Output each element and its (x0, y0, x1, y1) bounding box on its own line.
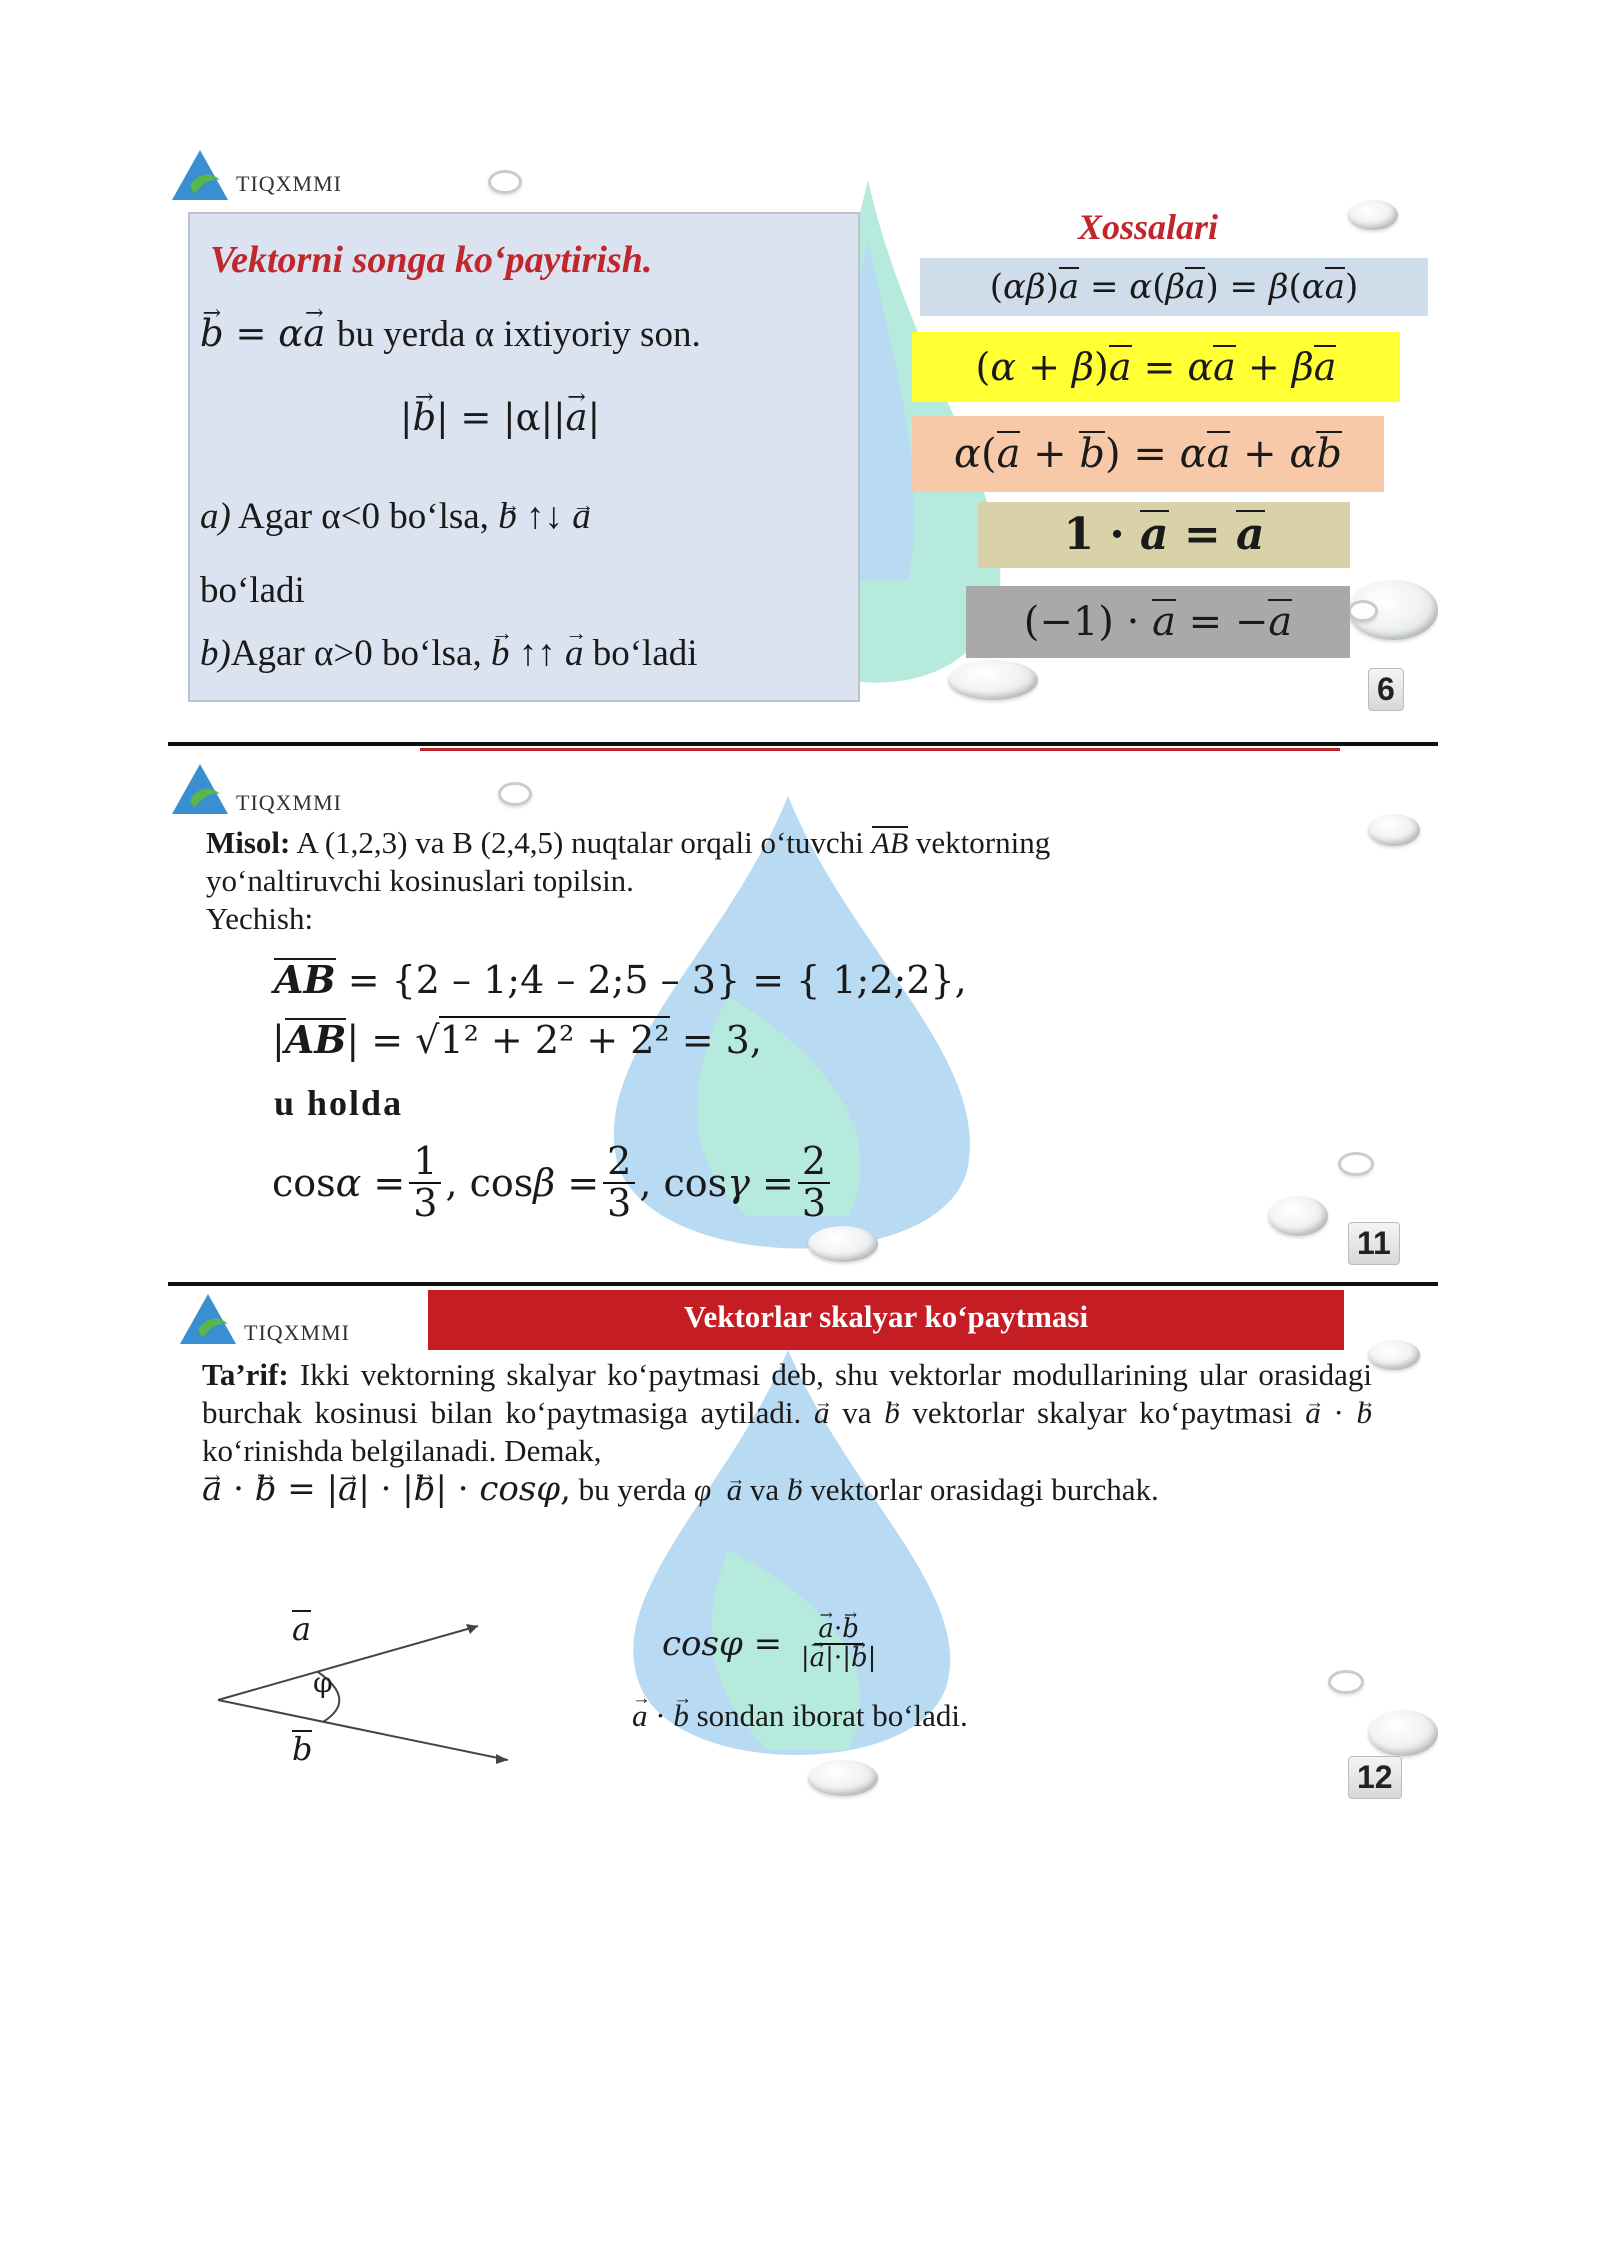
logo-icon (172, 764, 230, 816)
droplet-icon (808, 1760, 878, 1796)
droplet-icon (1268, 1196, 1328, 1236)
property-3: α(a + b) = αa + αb (912, 416, 1384, 492)
cos-formula: cosφ = → $\frac{a\cdot\to b}{|\to a|\cdot|\to b|}$ (662, 1616, 884, 1673)
logo-text: TIQXMMI (236, 790, 342, 815)
slide-1 (168, 140, 1438, 730)
solution-eq-1: AB = {2 – 1;4 – 2;5 – 3} = { 1;2;2}, (274, 957, 967, 1002)
droplet-icon (1338, 1152, 1374, 1176)
page-number: 6 (1368, 668, 1404, 711)
logo-text: TIQXMMI (244, 1320, 350, 1345)
properties-title: Xossalari (1078, 207, 1219, 247)
solution-cosines: cos α = $\frac{1}{3}$ , cos β = $\frac{2}{3}$ , cos γ = $\frac{2}{3}$ (272, 1142, 834, 1224)
separator (168, 742, 1438, 746)
separator-accent (420, 748, 1340, 751)
property-4: 1 · a = a (978, 502, 1350, 568)
droplet-icon (1348, 600, 1378, 622)
droplet-icon (948, 660, 1038, 700)
slide-2 (168, 756, 1438, 1276)
droplet-icon (498, 782, 532, 806)
solution-then: u holda (274, 1083, 404, 1123)
example-text: Misol: A (1,2,3) va B (2,4,5) nuqtalar orqali o‘tuvchi AB vektorning yo‘naltiruvchi kosinuslari topilsin. Yechish: (206, 825, 1051, 936)
property-1: (αβ)a = α(βa) = β(αa) (920, 258, 1428, 316)
page-number: 12 (1348, 1756, 1402, 1799)
definition-line-1: → b = α→ a bu yerda α ixtiyoriy son. (200, 312, 701, 356)
angle-phi-label: φ (313, 1666, 333, 1699)
page-number: 11 (1348, 1222, 1400, 1265)
vector-a-label: a (292, 1610, 312, 1648)
separator (168, 1282, 1438, 1286)
droplet-icon (1368, 1710, 1438, 1756)
section-title: Vektorlar skalyar ko‘paytmasi (683, 1299, 1089, 1334)
property-5: (−1) · a = −a (966, 586, 1350, 658)
droplet-icon (1348, 200, 1398, 230)
definition-box (188, 212, 860, 702)
logo (172, 150, 342, 202)
logo (180, 1294, 350, 1346)
droplet-icon (1328, 1670, 1364, 1694)
logo-subtitle (236, 197, 342, 202)
logo-icon (172, 150, 230, 202)
case-b: b)Agar α>0 bo‘lsa, → b ↑↑ → a bo‘ladi (200, 632, 698, 675)
solution-eq-2: |AB| = √1² + 2² + 2² = 3, (272, 1017, 762, 1062)
definition-heading: Vektorni songa ko‘paytirish. (210, 239, 653, 281)
angle-diagram (208, 1610, 508, 1780)
logo-text: TIQXMMI (236, 171, 342, 196)
definition-paragraph: Ta’rif: Ikki vektorning skalyar ko‘paytmasi deb, shu vektorlar modullarining ular orasidagi burchak kosinusi bilan ko‘paytmasiga aytiladi. → a va → b vektorlar skalyar ko‘paytmasi → a · → b ko‘rinishda belgilanadi. Demak, → a · → b = |→ a| · |→ b| · cosφ, bu yerda φ → a va → b vektorlar orasidagi burchak. (202, 1356, 1372, 1509)
droplet-icon (1368, 1340, 1420, 1370)
droplet-icon (808, 1226, 878, 1262)
logo (172, 764, 342, 816)
case-a: a) Agar α<0 bo‘lsa, → b ↑↓ → a bo‘ladi (200, 480, 840, 628)
magnitude-formula: |→ b| = |α||→ a| (400, 396, 600, 439)
logo-icon (180, 1294, 238, 1346)
section-title-banner (428, 1290, 1344, 1350)
property-2: (α + β)a = αa + βa (912, 332, 1400, 402)
vector-b-label: b (292, 1730, 313, 1768)
droplet-icon (488, 170, 522, 194)
slide-3 (168, 1290, 1438, 1810)
result-text: → a · → b sondan iborat bo‘ladi. (632, 1698, 968, 1734)
